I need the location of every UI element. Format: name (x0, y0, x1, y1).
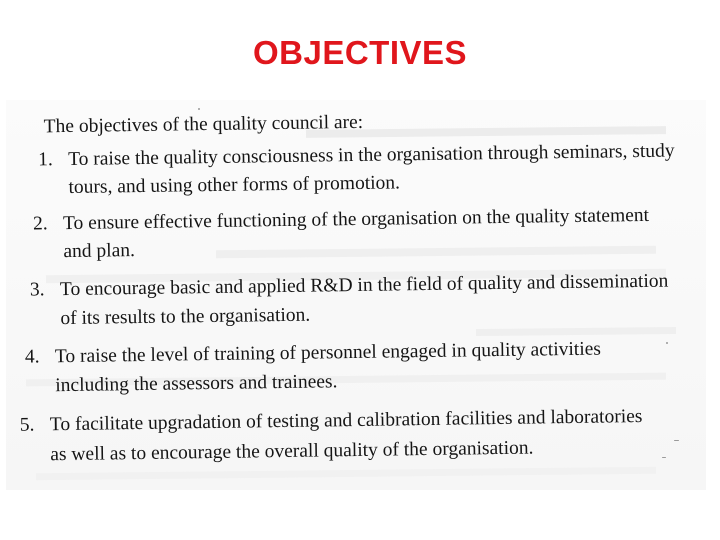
list-number-1: 1. (38, 149, 53, 171)
list-item-3-line1 (30, 271, 669, 302)
list-item-5-text: To facilitate upgradation of testing and calibration facilities and laboratories (49, 406, 643, 436)
list-item-4-line1 (25, 339, 601, 369)
list-item-3-line2: of its results to the organisation. (60, 304, 311, 330)
list-item-5-line2: as well as to encourage the overall quality of the organisation. (50, 437, 534, 466)
scan-speck (666, 342, 668, 344)
list-item-1-text: To raise the quality consciousness in the organisation through seminars, study (68, 140, 675, 171)
list-item-4-line2: including the assessors and trainees. (55, 371, 338, 397)
slide-title: OBJECTIVES (252, 34, 468, 71)
intro-text: The objectives of the quality council are: (43, 111, 364, 138)
list-item-4-text: To raise the level of training of personnel engaged in quality activities (54, 338, 602, 368)
list-number-2: 2. (32, 213, 48, 235)
list-number-3: 3. (29, 279, 45, 301)
scan-speck (662, 457, 666, 458)
list-item-1-line2: tours, and using other forms of promotion. (68, 172, 401, 199)
list-item-5-line1 (20, 406, 643, 437)
list-item-2-line2: and plan. (63, 240, 136, 263)
list-item-3-text: To encourage basic and applied R&D in the field of quality and dissemination (59, 270, 669, 301)
list-item-2-text: To ensure effective functioning of the organisation on the quality statement (62, 204, 650, 235)
list-number-5: 5. (19, 414, 35, 436)
scan-text-block (6, 100, 706, 490)
scan-speck (674, 440, 679, 441)
scan-speck (198, 108, 200, 110)
list-item-2-line1 (33, 205, 649, 236)
scanned-page-image (6, 100, 706, 490)
list-item-1-line1 (38, 141, 675, 172)
list-number-4: 4. (24, 346, 40, 368)
